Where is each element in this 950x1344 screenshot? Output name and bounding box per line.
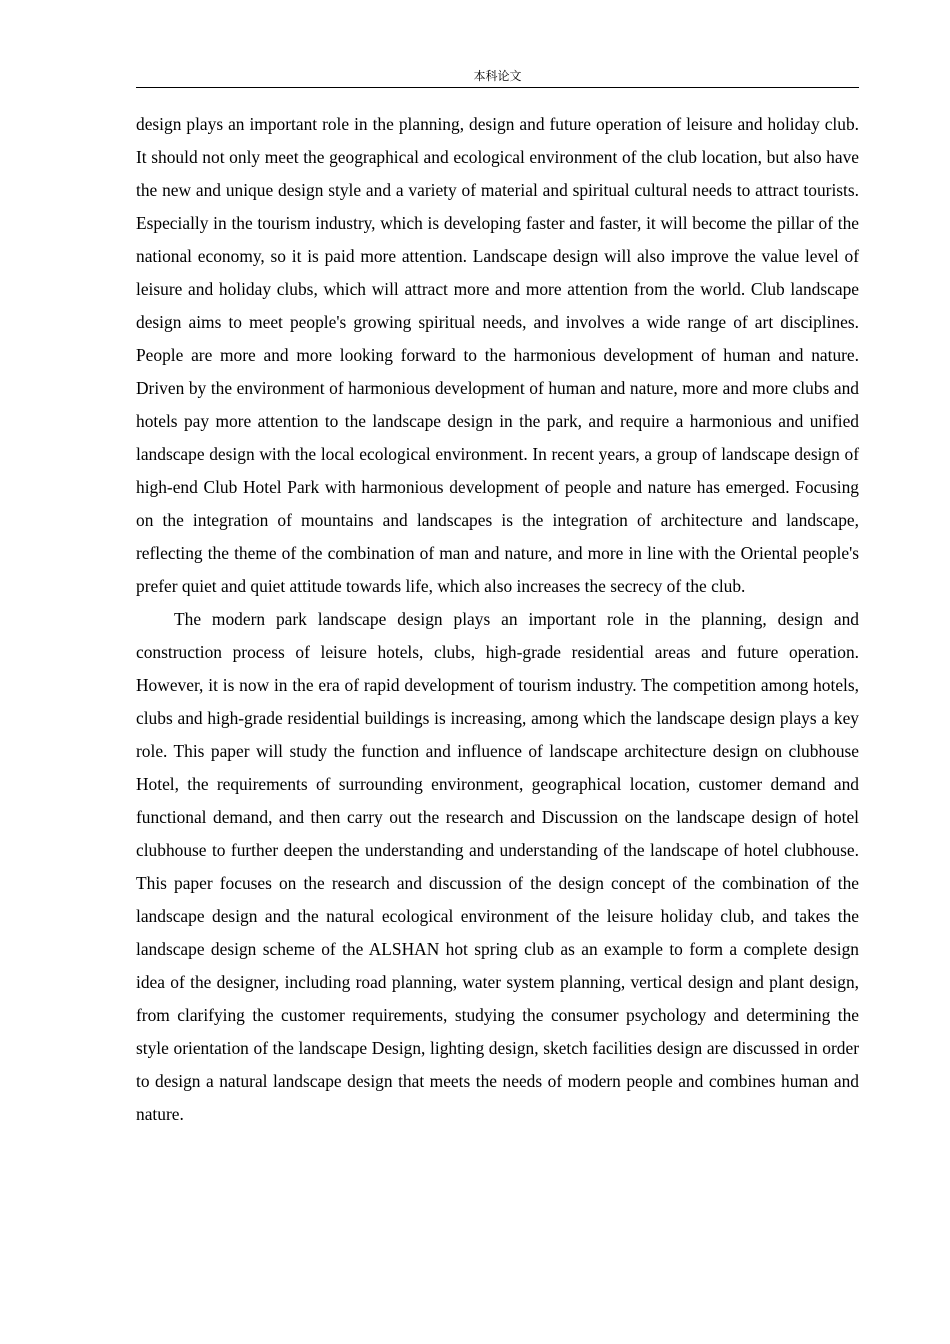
running-header [136, 67, 859, 88]
body-text [136, 108, 859, 1131]
header-title: 本科论文 [473, 69, 522, 83]
paragraph-continued: design plays an important role in the planning, design and future operation of leisure and holiday club. It should not only meet the geographical and ecological environment of the club location, but also have the new and unique design style and a variety of material and spiritual cultural needs to attract tourists. Especially in the tourism industry, which is developing faster and faster, it will become the pillar of the national economy, so it is paid more attention. Landscape design will also improve the value level of leisure and holiday clubs, which will attract more and more attention from the world. Club landscape design aims to meet people's growing spiritual needs, and involves a wide range of art disciplines. People are more and more looking forward to the harmonious development of human and nature. Driven by the environment of harmonious development of human and nature, more and more clubs and hotels pay more attention to the landscape design in the park, and require a harmonious and unified landscape design with the local ecological environment. In recent years, a group of landscape design of high-end Club Hotel Park with harmonious development of people and nature has emerged. Focusing on the integration of mountains and landscapes is the integration of architecture and landscape, reflecting the theme of the combination of man and nature, and more in line with the Oriental people's prefer quiet and quiet attitude towards life, which also increases the secrecy of the club. [136, 114, 859, 596]
paragraph: The modern park landscape design plays an important role in the planning, design and construction process of leisure hotels, clubs, high-grade residential areas and future operation. However, it is now in the era of rapid development of tourism industry. The competition among hotels, clubs and high-grade residential buildings is increasing, among which the landscape design plays a key role. This paper will study the function and influence of landscape architecture design on clubhouse Hotel, the requirements of surrounding environment, geographical location, customer demand and functional demand, and then carry out the research and Discussion on the landscape design of hotel clubhouse to further deepen the understanding and understanding of the landscape of hotel clubhouse. This paper focuses on the research and discussion of the design concept of the combination of the landscape design and the natural ecological environment of the leisure holiday club, and takes the landscape design scheme of the ALSHAN hot spring club as an example to form a complete design idea of the designer, including road planning, water system planning, vertical design and plant design, from clarifying the customer requirements, studying the consumer psychology and determining the style orientation of the landscape Design, lighting design, sketch facilities design are discussed in order to design a natural landscape design that meets the needs of modern people and combines human and nature. [136, 609, 859, 1124]
